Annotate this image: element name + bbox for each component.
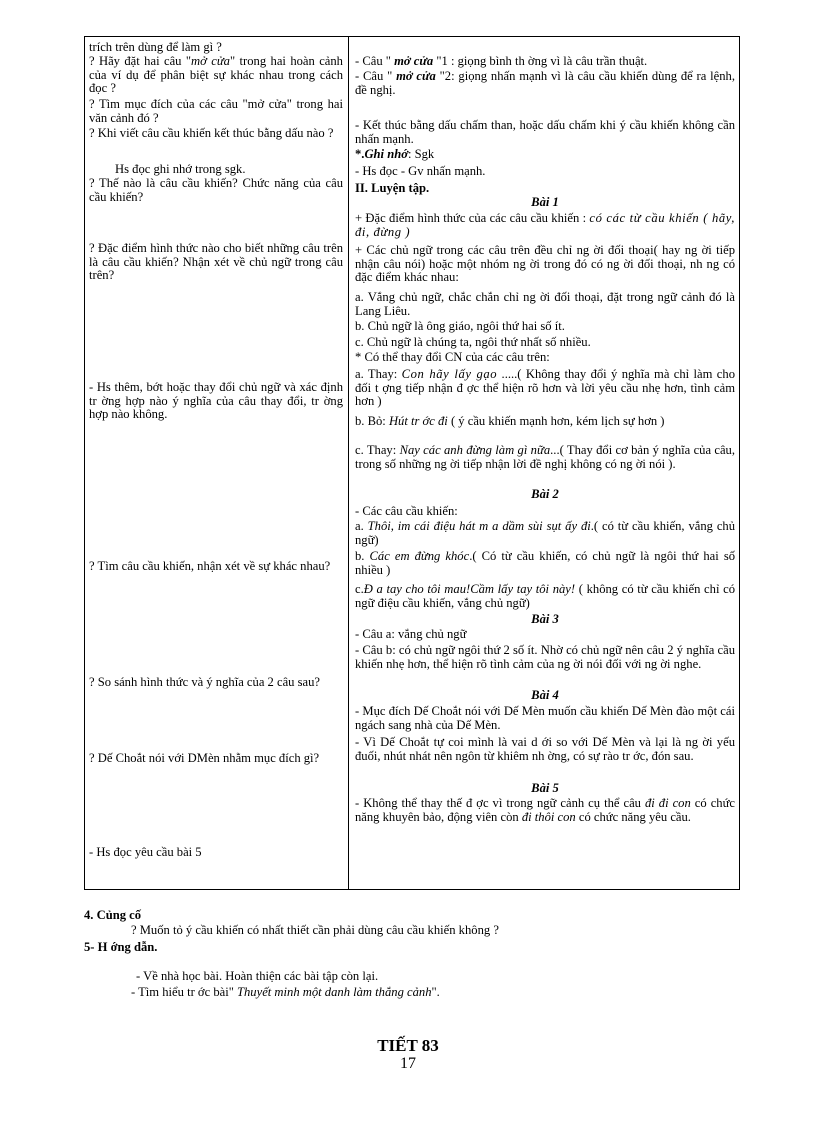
right-line-15: c. Thay: Nay các anh đừng làm gì nữa...( Thay đổi cơ bản ý nghĩa của câu, trong số những ng ời tiếp nhận lời đề nghị không có ng ời nói ). [355,443,736,471]
section-4-question: ? Muốn tỏ ý cầu khiến có nhất thiết cần phải dùng câu cầu khiến không ? [131,923,499,937]
left-question-4: ? Khi viết câu cầu khiến kết thúc bằng dấu nào ? [89,126,334,140]
right-line-20: - Câu a: vắng chủ ngữ [355,627,467,641]
page-number: 17 [400,1055,416,1072]
right-line-17: a. Thôi, im cái điệu hát m a dầm sùi sụt ấy đi.( có từ cầu khiến, vắng chủ ngữ) [355,519,736,547]
left-question-9: ? Tìm câu cầu khiến, nhận xét về sự khác nhau? [89,559,331,573]
left-question-11: ? Dế Choắt nói với DMèn nhằm mục đích gì? [89,751,320,765]
homework-line-1: - Về nhà học bài. Hoàn thiện các bài tập còn lại. [136,969,379,983]
right-line-12: * Có thể thay đổi CN của các câu trên: [355,350,550,364]
section-5-heading: 5- H ớng dẫn. [84,940,158,954]
right-line-8: + Các chủ ngữ trong các câu trên đều chỉ ng ời đối thoại( hay ng ời tiếp nhận câu nói) hoặc một nhóm ng ời trong đó có ng ời đối thoại, nh ng có đặc điểm khác nhau: [355,243,735,285]
left-question-2: ? Hãy đặt hai câu "mở cửa" trong hai hoàn cảnh của ví dụ để phân biệt sự khác nhau trong cách đọc ? [89,54,343,96]
exercise-2-heading: Bài 2 [531,487,559,501]
exercise-3-heading: Bài 3 [531,612,559,626]
right-ghi-nho: *.Ghi nhớ: Sgk [355,147,435,161]
right-line-14: b. Bỏ: Hút tr ớc đi ( ý cầu khiến mạnh hơn, kém lịch sự hơn ) [355,414,665,428]
right-line-13: a. Thay: Con hãy lấy gạo .....( Không thay đổi ý nghĩa mà chỉ làm cho đối t ợng tiếp nhận đ ợc thể hiện rõ hơn và lời yêu cầu nhẹ hơn, tình cảm hơn ) [355,367,735,409]
left-line-8: - Hs thêm, bớt hoặc thay đổi chủ ngữ và xác định tr ờng hợp nào ý nghĩa của câu thay đổi, tr ờng hợp nào không. [89,380,343,422]
right-line-19: c.Đ a tay cho tôi mau!Cầm lấy tay tôi này! ( không có từ cầu khiến chỉ có ngữ điệu cầu khiến, vắng chủ ngữ) [355,582,735,610]
right-line-24: - Không thể thay thế đ ợc vì trong ngữ cảnh cụ thể câu đi đi con có chức năng khuyên bảo, động viên còn đi thôi con có chức năng yêu cầu. [355,796,735,824]
section-practice-heading: II. Luyện tập. [355,181,430,195]
right-line-3: - Kết thúc bằng dấu chấm than, hoặc dấu chấm khi ý cầu khiến không cần nhấn mạnh. [355,118,735,146]
right-line-11: c. Chủ ngữ là chúng ta, ngôi thứ nhất số nhiều. [355,335,591,349]
left-question-7: ? Đặc điểm hình thức nào cho biết những câu trên là câu cầu khiến? Nhận xét về chủ ngữ trong câu trên? [89,241,343,283]
exercise-1-heading: Bài 1 [531,195,559,209]
exercise-5-heading: Bài 5 [531,781,559,795]
right-line-7: + Đặc điểm hình thức của các câu cầu khiến : có các từ cầu khiến ( hãy, đi, đừng ) [355,211,735,239]
left-column [89,41,343,886]
right-line-16: - Các câu cầu khiến: [355,504,458,518]
right-line-23: - Vì Dế Choắt tự coi mình là vai d ới so với Dế Mèn và lại là ng ời yếu đuối, nhút nhát nên ngôn từ khiêm nh ờng, có sự rào tr ớc, đón sau. [355,735,735,763]
left-question-6: ? Thế nào là câu cầu khiến? Chức năng của câu cầu khiến? [89,176,343,204]
section-4-heading: 4. Củng cố [84,908,142,922]
lesson-title: TIẾT 83 [377,1036,439,1055]
table-column-divider [348,36,349,890]
right-line-1: - Câu " mở cửa "1 : giọng bình th ờng vì là câu trần thuật. [355,54,648,68]
homework-line-2: - Tìm hiểu tr ớc bài" Thuyết minh một danh làm thắng cảnh". [131,985,440,999]
left-line-12: - Hs đọc yêu cầu bài 5 [89,845,202,859]
right-column [355,55,735,885]
exercise-4-heading: Bài 4 [531,688,559,702]
right-line-5: - Hs đọc - Gv nhấn mạnh. [355,164,486,178]
right-line-21: - Câu b: có chủ ngữ ngôi thứ 2 số ít. Nhờ có chủ ngữ nên câu 2 ý nghĩa cầu khiến nhẹ hơn, thể hiện rõ tình cảm của ng ời nói đối với ng ời nghe. [355,643,735,671]
left-question-3: ? Tìm mục đích của các câu "mở cửa" trong hai văn cảnh đó ? [89,97,343,125]
left-line-5: Hs đọc ghi nhớ trong sgk. [115,162,246,176]
right-line-22: - Mục đích Dế Choắt nói với Dế Mèn muốn cầu khiến Dế Mèn đào một cái ngách sang nhà của Dế Mèn. [355,704,735,732]
right-line-2: - Câu " mở cửa "2: giọng nhấn mạnh vì là câu cầu khiến dùng để ra lệnh, đề nghị. [355,69,735,97]
right-line-18: b. Các em đừng khóc.( Có từ cầu khiến, có chủ ngữ là ngôi thứ hai số nhiều ) [355,549,736,577]
left-question-10: ? So sánh hình thức và ý nghĩa của 2 câu sau? [89,675,320,689]
right-line-10: b. Chủ ngữ là ông giáo, ngôi thứ hai số ít. [355,319,565,333]
right-line-9: a. Vắng chủ ngữ, chắc chắn chỉ ng ời đối thoại, đặt trong ngữ cảnh đó là Lang Liêu. [355,290,735,318]
left-line-1: trích trên dùng để làm gì ? [89,40,222,54]
